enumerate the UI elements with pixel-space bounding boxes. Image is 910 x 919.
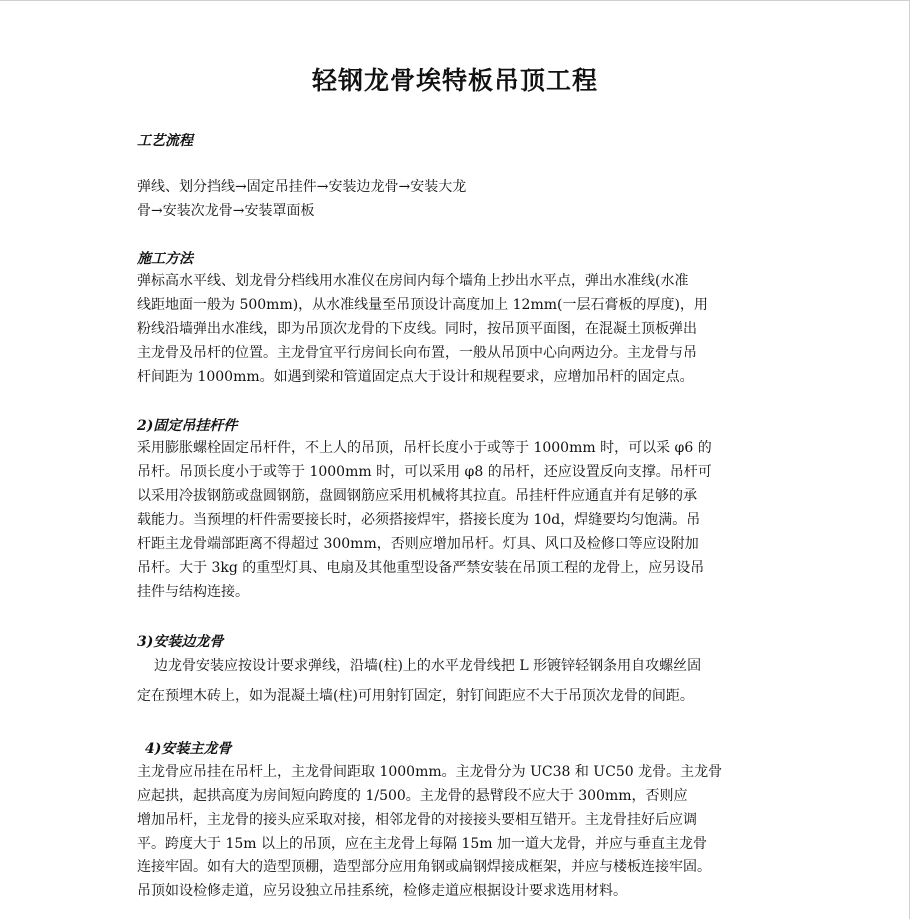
section-heading-main-keel: 4)安装主龙骨 [145, 741, 232, 757]
paragraph-line: 边龙骨安装应按设计要求弹线，沿墙(柱)上的水平龙骨线把 L 形镀锌轻钢条用自攻螺丝固 [154, 658, 702, 674]
document-title: 轻钢龙骨埃特板吊顶工程 [311, 66, 598, 95]
paragraph-line: 骨→安装次龙骨→安装罩面板 [137, 203, 315, 219]
paragraph-line: 主龙骨应吊挂在吊杆上，主龙骨间距取 1000mm。主龙骨分为 UC38 和 UC50 龙骨。主龙骨 [137, 764, 723, 780]
paragraph-line: 平。跨度大于 15m 以上的吊顶，应在主龙骨上每隔 15m 加一道大龙骨，并应与垂直主龙骨 [137, 836, 707, 852]
paragraph-line: 应起拱，起拱高度为房间短向跨度的 1/500。主龙骨的悬臂段不应大于 300mm，否则应 [137, 788, 688, 804]
section-heading-process: 工艺流程 [137, 133, 193, 149]
paragraph-line: 吊杆。大于 3kg 的重型灯具、电扇及其他重型设备严禁安装在吊顶工程的龙骨上，应另设吊 [137, 560, 705, 576]
paragraph-line: 定在预埋木砖上，如为混凝土墙(柱)可用射钉固定，射钉间距应不大于吊顶次龙骨的间距。 [137, 688, 694, 704]
paragraph-line: 吊顶如设检修走道，应另设独立吊挂系统，检修走道应根据设计要求选用材料。 [137, 883, 627, 899]
paragraph-line: 主龙骨及吊杆的位置。主龙骨宜平行房间长向布置，一般从吊顶中心向两边分。主龙骨与吊 [137, 345, 697, 361]
paragraph-line: 杆间距为 1000mm。如遇到梁和管道固定点大于设计和规程要求，应增加吊杆的固定点。 [137, 369, 694, 385]
paragraph-line: 以采用冷拔钢筋或盘圆钢筋，盘圆钢筋应采用机械将其拉直。吊挂杆件应通直并有足够的承 [137, 488, 697, 504]
paragraph-line: 杆距主龙骨端部距离不得超过 300mm，否则应增加吊杆。灯具、风口及检修口等应设附加 [137, 536, 699, 552]
paragraph-line: 载能力。当预埋的杆件需要接长时，必须搭接焊牢，搭接长度为 10d，焊缝要均匀饱满。吊 [137, 512, 701, 528]
paragraph-line: 连接牢固。如有大的造型顶棚，造型部分应用角钢或扁钢焊接成框架，并应与楼板连接牢固。 [137, 859, 711, 875]
paragraph-line: 吊杆。吊顶长度小于或等于 1000mm 时，可以采用 φ8 的吊杆，还应设置反向支撑。吊杆可 [137, 464, 712, 480]
section-heading-hanger: 2)固定吊挂杆件 [137, 418, 238, 434]
section-heading-method: 施工方法 [137, 251, 193, 267]
paragraph-line: 挂件与结构连接。 [137, 584, 249, 600]
section-heading-edge-keel: 3)安装边龙骨 [137, 634, 224, 650]
paragraph-line: 粉线沿墙弹出水准线，即为吊顶次龙骨的下皮线。同时，按吊顶平面图，在混凝土顶板弹出 [137, 321, 697, 337]
paragraph-line: 弹线、划分挡线→固定吊挂件→安装边龙骨→安装大龙 [137, 179, 467, 195]
paragraph-line: 弹标高水平线、划龙骨分档线用水准仪在房间内每个墙角上抄出水平点，弹出水准线(水准 [137, 273, 689, 289]
paragraph-line: 线距地面一般为 500mm)，从水准线量至吊顶设计高度加上 12mm(一层石膏板的厚度)，用 [137, 297, 708, 313]
paragraph-line: 采用膨胀螺栓固定吊杆件，不上人的吊顶，吊杆长度小于或等于 1000mm 时，可以采 φ6 的 [137, 440, 712, 456]
paragraph-line: 增加吊杆，主龙骨的接头应采取对接，相邻龙骨的对接接头要相互错开。主龙骨挂好后应调 [137, 812, 697, 828]
